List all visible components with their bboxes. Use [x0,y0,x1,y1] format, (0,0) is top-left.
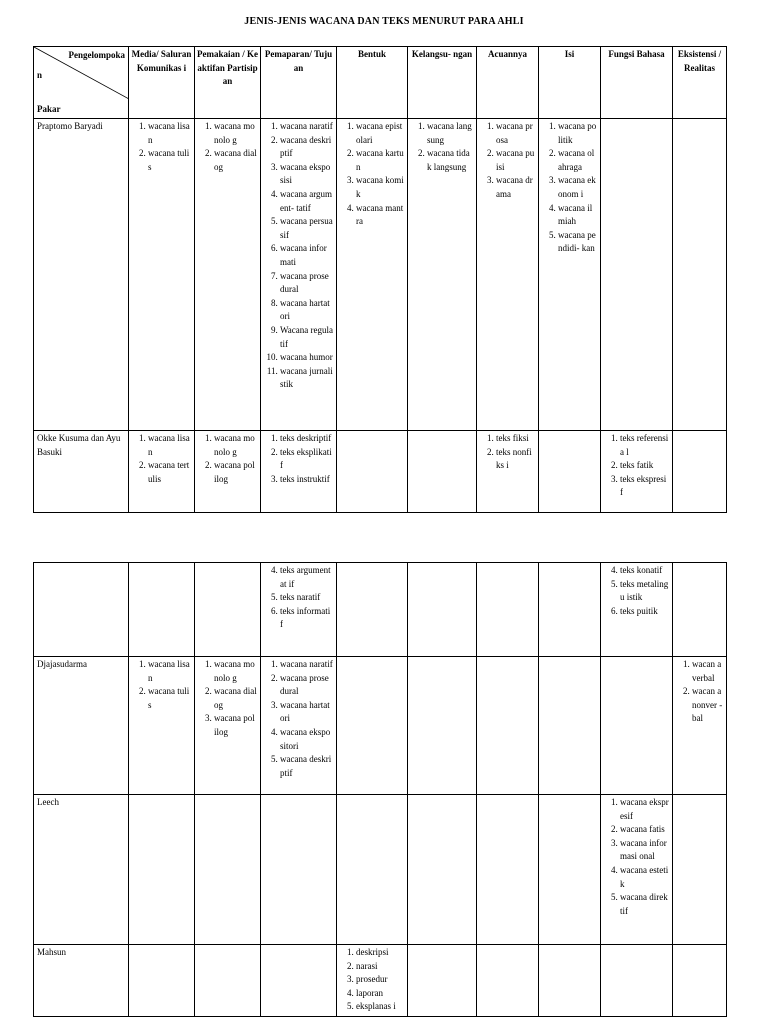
cell-media [129,657,195,795]
header-corner-cell [34,47,129,119]
list-item: 1. wacana naratif [280,658,333,672]
cell-bentuk [337,945,408,1017]
kelangsungan-list [411,120,473,174]
list-item: 9. Wacana regulatif [280,324,333,351]
cell-bentuk [337,119,408,431]
list-item: 5. eksplanas i [356,1000,404,1014]
corner-label-grouping: Pengelompoka [68,50,125,60]
cell-kelangsungan [408,563,477,657]
list-item: 3. wacana eksposisi [280,161,333,188]
cell-kelangsungan [408,119,477,431]
pemaparan-list [264,120,333,392]
cell-pemaparan [261,657,337,795]
list-item: 2. wacana kartun [356,147,404,174]
cell-fungsi [601,945,673,1017]
list-item: 4. wacana ekspositori [280,726,333,753]
header-bentuk: Bentuk [337,47,408,119]
cell-pakar: Okke Kusuma dan Ayu Basuki [34,431,129,513]
pemakaian-list [198,432,257,486]
cell-isi [539,657,601,795]
cell-kelangsungan [408,945,477,1017]
acuannya-list [480,432,535,473]
list-item: 2. wacana puisi [496,147,535,174]
list-item: 1. wacana lisan [148,658,191,685]
table-row [34,945,727,1017]
cell-pemaparan [261,563,337,657]
list-item: 3. wacana ekonom i [558,174,597,201]
header-pemakaian: Pemakaian / Keaktifan Partisipan [195,47,261,119]
cell-eksistensi [673,945,727,1017]
cell-acuannya [477,431,539,513]
list-item: 5. wacana pendidi- kan [558,229,597,256]
list-item: 2. teks nonfiks i [496,446,535,473]
header-acuannya: Acuannya [477,47,539,119]
cell-pakar: Praptomo Baryadi [34,119,129,431]
cell-isi [539,119,601,431]
list-item: 4. wacana ilmiah [558,202,597,229]
cell-pakar: Mahsun [34,945,129,1017]
list-item: 3. wacana polilog [214,712,257,739]
corner-label-grouping-tail: n [37,70,43,80]
list-item: 1. wacana naratif [280,120,333,134]
fungsi-list [604,796,669,918]
header-pemaparan: Pemaparan/ Tujuan [261,47,337,119]
table-row [34,795,727,945]
list-item: 4. laporan [356,987,404,1001]
list-item: 5. teks metalingu istik [620,578,669,605]
cell-fungsi [601,119,673,431]
list-item: 3. wacana hartatori [280,699,333,726]
cell-eksistensi [673,563,727,657]
cell-pakar [34,563,129,657]
table-row [34,119,727,431]
list-item: 2. wacana deskriptif [280,134,333,161]
document-title: JENIS-JENIS WACANA DAN TEKS MENURUT PARA AHLI [244,16,524,27]
cell-eksistensi [673,119,727,431]
header-media: Media/ Saluran Komunikas i [129,47,195,119]
cell-bentuk [337,657,408,795]
list-item: 1. wacan a verbal [692,658,723,685]
pemaparan-list [264,432,333,486]
list-item: 1. teks fiksi [496,432,535,446]
cell-acuannya [477,119,539,431]
media-list [132,432,191,486]
eksistensi-list [676,658,723,726]
cell-isi [539,563,601,657]
cell-isi [539,431,601,513]
table-row [34,431,727,513]
cell-acuannya [477,945,539,1017]
fungsi-list [604,564,669,618]
cell-kelangsungan [408,795,477,945]
cell-eksistensi [673,795,727,945]
list-item: 5. teks naratif [280,591,333,605]
list-item: 4. wacana mantra [356,202,404,229]
list-item: 3. teks ekspresif [620,473,669,500]
list-item: 1. wacana langsung [427,120,473,147]
list-item: 5. wacana direktif [620,891,669,918]
cell-media [129,431,195,513]
list-item: 1. wacana lisan [148,120,191,147]
isi-list [542,120,597,256]
list-item: 2. narasi [356,960,404,974]
list-item: 3. wacana informasi onal [620,837,669,864]
cell-eksistensi [673,657,727,795]
list-item: 2. teks eksplikatif [280,446,333,473]
header-eksistensi: Eksistensi / Realitas [673,47,727,119]
cell-media [129,119,195,431]
list-item: 2. wacana dialog [214,147,257,174]
list-item: 4. teks argumentat if [280,564,333,591]
list-item: 1. wacana monolo g [214,120,257,147]
header-kelangsungan: Kelangsu- ngan [408,47,477,119]
list-item: 10. wacana humor [280,351,333,365]
header-isi: Isi [539,47,601,119]
list-item: 4. teks konatif [620,564,669,578]
list-item: 2. wacana tidak langsung [427,147,473,174]
list-item: 1. wacana ekspresif [620,796,669,823]
cell-pemakaian [195,795,261,945]
list-item: 3. prosedur [356,973,404,987]
list-item: 6. teks puitik [620,605,669,619]
cell-pemaparan [261,431,337,513]
list-item: 5. wacana persuasif [280,215,333,242]
pemakaian-list [198,120,257,174]
cell-bentuk [337,563,408,657]
header-row [34,47,727,119]
list-item: 1. wacana lisan [148,432,191,459]
list-item: 1. teks referensia l [620,432,669,459]
cell-acuannya [477,795,539,945]
list-item: 3. wacana komik [356,174,404,201]
media-list [132,658,191,712]
cell-fungsi [601,431,673,513]
bentuk-list [340,946,404,1014]
cell-eksistensi [673,431,727,513]
cell-pakar: Leech [34,795,129,945]
header-fungsi: Fungsi Bahasa [601,47,673,119]
cell-pemaparan [261,945,337,1017]
list-item: 2. wacana tertulis [148,459,191,486]
cell-fungsi [601,657,673,795]
list-item: 2. wacana olahraga [558,147,597,174]
list-item: 1. wacana politik [558,120,597,147]
media-list [132,120,191,174]
cell-media [129,945,195,1017]
table-row [34,563,727,657]
table-row [34,657,727,795]
list-item: 2. wacana dialog [214,685,257,712]
list-item: 2. wacana tulis [148,685,191,712]
list-item: 6. wacana informati [280,242,333,269]
list-item: 1. deskripsi [356,946,404,960]
list-item: 2. wacan a nonver -bal [692,685,723,726]
list-item: 2. teks fatik [620,459,669,473]
cell-pemakaian [195,945,261,1017]
list-item: 2. wacana tulis [148,147,191,174]
cell-pemakaian [195,563,261,657]
list-item: 4. wacana estetik [620,864,669,891]
cell-pemaparan [261,795,337,945]
fungsi-list [604,432,669,500]
cell-isi [539,945,601,1017]
corner-label-expert: Pakar [37,104,61,115]
cell-fungsi [601,795,673,945]
cell-pemaparan [261,119,337,431]
cell-bentuk [337,795,408,945]
cell-pemakaian [195,431,261,513]
list-item: 2. wacana fatis [620,823,669,837]
list-item: 5. wacana deskriptif [280,753,333,780]
list-item: 4. wacana argument- tatif [280,188,333,215]
list-item: 1. wacana epistolari [356,120,404,147]
cell-pemakaian [195,657,261,795]
list-item: 2. wacana polilog [214,459,257,486]
cell-isi [539,795,601,945]
list-item: 2. wacana prosedural [280,672,333,699]
cell-pemakaian [195,119,261,431]
list-item: 6. teks informatif [280,605,333,632]
cell-pakar: Djajasudarma [34,657,129,795]
list-item: 8. wacana hartatori [280,297,333,324]
cell-bentuk [337,431,408,513]
bentuk-list [340,120,404,229]
list-item: 7. wacana prosedural [280,270,333,297]
cell-fungsi [601,563,673,657]
acuannya-list [480,120,535,202]
pemaparan-list [264,564,333,632]
cell-media [129,563,195,657]
cell-acuannya [477,657,539,795]
cell-kelangsungan [408,431,477,513]
cell-media [129,795,195,945]
classification-table [33,46,727,513]
cell-kelangsungan [408,657,477,795]
list-item: 1. wacana monolo g [214,432,257,459]
cell-acuannya [477,563,539,657]
list-item: 11. wacana jurnalistik [280,365,333,392]
pemakaian-list [198,658,257,740]
list-item: 3. teks instruktif [280,473,333,487]
classification-table-continued [33,562,727,1017]
list-item: 1. wacana prosa [496,120,535,147]
pemaparan-list [264,658,333,780]
list-item: 1. teks deskriptif [280,432,333,446]
list-item: 3. wacana drama [496,174,535,201]
list-item: 1. wacana monolo g [214,658,257,685]
